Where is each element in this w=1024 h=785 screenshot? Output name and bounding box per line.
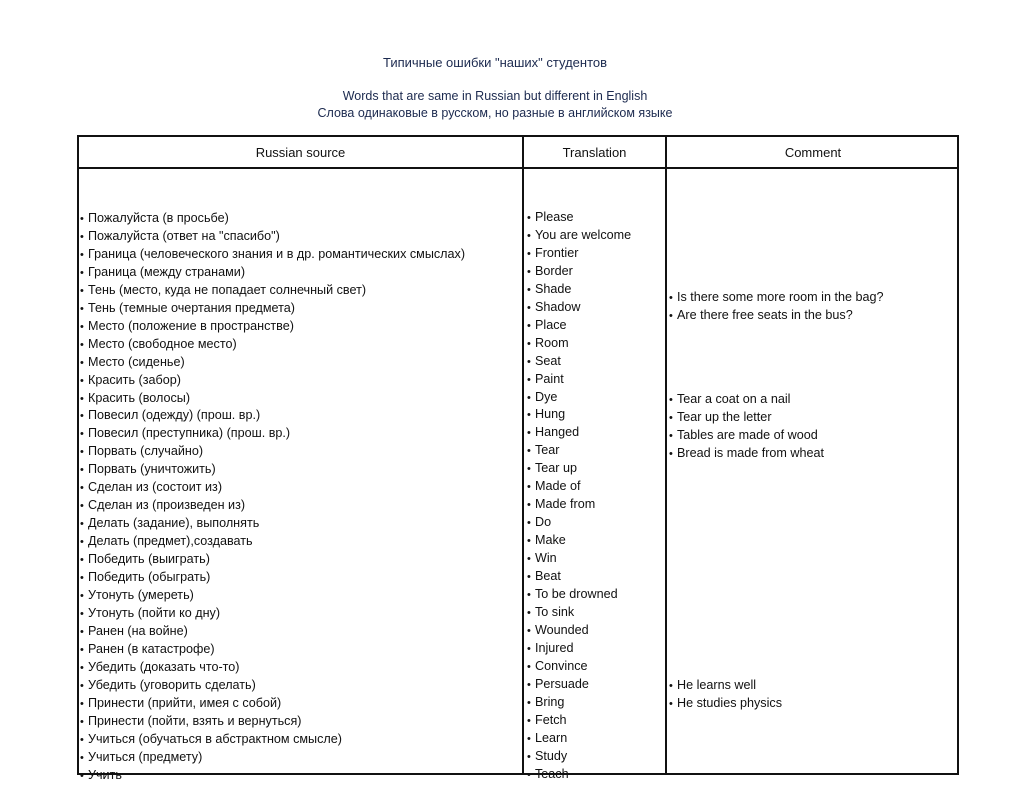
russian-word (80, 731, 465, 749)
bullet-icon: • (80, 213, 84, 225)
bullet-icon: • (80, 518, 84, 531)
russian-word-text: Сделан из (состоит из) (88, 480, 223, 495)
russian-word (80, 264, 465, 282)
russian-word-text: Пожалуйста (ответ на "спасибо") (88, 228, 280, 243)
bullet-icon: • (80, 554, 84, 567)
bullet-icon: • (669, 292, 673, 304)
bullet-icon: • (527, 553, 531, 566)
bullet-icon: • (527, 229, 531, 242)
translation-word (527, 478, 631, 496)
translation-word-text: Please (535, 210, 574, 224)
bullet-icon: • (669, 411, 673, 424)
comment-item (669, 307, 884, 325)
translation-word-text: Place (535, 317, 567, 332)
russian-word (80, 336, 465, 354)
bullet-icon: • (527, 589, 531, 602)
russian-word (80, 390, 465, 408)
russian-word-text: Тень (место, куда не попадает солнечный свет) (88, 282, 367, 297)
russian-word-text: Порвать (случайно) (88, 444, 204, 459)
bullet-icon: • (527, 409, 531, 422)
translation-word-text: Persuade (535, 676, 589, 691)
bullet-icon: • (527, 535, 531, 548)
bullet-icon: • (527, 463, 531, 476)
comment-item-text: Tear up the letter (677, 409, 772, 424)
russian-word-text: Победить (обыграть) (88, 570, 211, 585)
comment-item-text: He studies physics (677, 695, 782, 710)
translation-word (527, 406, 631, 424)
russian-word (80, 354, 465, 372)
bullet-icon: • (669, 394, 673, 406)
russian-word-text: Учиться (предмету) (88, 749, 203, 764)
translation-word-text: Fetch (535, 712, 567, 727)
bullet-icon: • (80, 374, 84, 387)
column-divider (665, 137, 667, 773)
russian-word (80, 551, 465, 569)
russian-word (80, 659, 465, 677)
bullet-icon: • (80, 697, 84, 710)
translation-word-text: Paint (535, 371, 564, 386)
translation-word (527, 424, 631, 442)
russian-word-text: Утонуть (пойти ко дну) (88, 605, 221, 620)
russian-source-list (80, 210, 465, 785)
russian-word-text: Ранен (на войне) (88, 623, 188, 638)
translation-word-text: Hanged (535, 425, 580, 440)
translation-word-text: Shadow (535, 299, 581, 314)
bullet-icon: • (527, 499, 531, 512)
russian-word (80, 443, 465, 461)
russian-word (80, 372, 465, 390)
russian-word-text: Красить (волосы) (88, 390, 191, 405)
bullet-icon: • (80, 661, 84, 674)
translation-word-text: Dye (535, 389, 558, 404)
russian-word (80, 749, 465, 767)
bullet-icon: • (527, 283, 531, 296)
comment-list-place (669, 289, 884, 325)
translation-word-text: Do (535, 515, 552, 530)
translation-word-text: Tear up (535, 461, 578, 476)
translation-word (527, 317, 631, 335)
bullet-icon: • (527, 750, 531, 763)
bullet-icon: • (527, 606, 531, 619)
bullet-icon: • (80, 733, 84, 746)
russian-word-text: Принести (прийти, имея с собой) (88, 695, 282, 710)
translation-word-text: Wounded (535, 622, 589, 637)
russian-word (80, 407, 465, 425)
bullet-icon: • (80, 230, 84, 243)
russian-word (80, 246, 465, 264)
bullet-icon: • (527, 571, 531, 584)
russian-word (80, 318, 465, 336)
comment-item-text: He learns well (677, 678, 757, 692)
translation-word (527, 299, 631, 317)
bullet-icon: • (527, 355, 531, 368)
column-header-translation: Translation (562, 145, 627, 160)
translation-word-text: Border (535, 263, 573, 278)
russian-word (80, 605, 465, 623)
bullet-icon: • (669, 447, 673, 460)
bullet-icon: • (527, 247, 531, 260)
translation-word-text: Injured (535, 640, 574, 655)
bullet-icon: • (80, 464, 84, 477)
bullet-icon: • (80, 320, 84, 333)
russian-word-text: Место (сиденье) (88, 354, 185, 369)
page-title: Типичные ошибки "наших" студентов (382, 55, 608, 70)
bullet-icon: • (80, 625, 84, 638)
russian-word (80, 713, 465, 731)
translation-word (527, 281, 631, 299)
russian-word (80, 479, 465, 497)
russian-word (80, 497, 465, 515)
bullet-icon: • (80, 679, 84, 692)
russian-word-text: Делать (предмет),создавать (88, 534, 253, 549)
vocabulary-table (77, 135, 959, 782)
bullet-icon: • (80, 643, 84, 656)
translation-word (527, 209, 631, 227)
bullet-icon: • (527, 660, 531, 673)
bullet-icon: • (527, 714, 531, 727)
bullet-icon: • (527, 732, 531, 745)
translation-word-text: Learn (535, 730, 568, 745)
translation-word-text: Convince (535, 658, 588, 673)
comment-item-text: Tear a coat on a nail (677, 392, 791, 406)
russian-word-text: Учиться (обучаться в абстрактном смысле) (88, 731, 342, 746)
russian-word-text: Учить (88, 767, 122, 782)
comment-list-learn-study (669, 677, 782, 713)
bullet-icon: • (669, 429, 673, 442)
comment-item (669, 289, 884, 307)
russian-word-text: Принести (пойти, взять и вернуться) (88, 713, 302, 728)
bullet-icon: • (527, 391, 531, 404)
bullet-icon: • (80, 446, 84, 459)
russian-word (80, 767, 465, 785)
bullet-icon: • (527, 319, 531, 332)
translation-word-text: Hung (535, 407, 566, 422)
russian-word-text: Место (свободное место) (88, 336, 237, 351)
russian-word (80, 569, 465, 587)
bullet-icon: • (80, 590, 84, 603)
bullet-icon: • (80, 715, 84, 728)
russian-word (80, 623, 465, 641)
comment-item-text: Is there some more room in the bag? (677, 290, 884, 304)
russian-word (80, 533, 465, 551)
comment-list-tear-made (669, 391, 824, 463)
bullet-icon: • (80, 392, 84, 405)
bullet-icon: • (80, 428, 84, 441)
russian-word (80, 677, 465, 695)
russian-word-text: Повесил (преступника) (прош. вр.) (88, 426, 291, 441)
bullet-icon: • (527, 337, 531, 350)
comment-item (669, 445, 824, 463)
translation-word (527, 227, 631, 245)
translation-list (527, 209, 631, 784)
translation-word (527, 263, 631, 281)
translation-word-text: Make (535, 533, 566, 548)
russian-word-text: Повесил (одежду) (прош. вр.) (88, 408, 261, 423)
russian-word-text: Красить (забор) (88, 372, 181, 387)
translation-word (527, 442, 631, 460)
russian-word (80, 210, 465, 228)
translation-word (527, 622, 631, 640)
translation-word (527, 389, 631, 407)
translation-word-text: Made of (535, 479, 581, 494)
translation-word-text: Shade (535, 281, 572, 296)
russian-word (80, 515, 465, 533)
russian-word (80, 587, 465, 605)
bullet-icon: • (80, 248, 84, 261)
translation-word (527, 604, 631, 622)
translation-word (527, 514, 631, 532)
russian-word-text: Победить (выиграть) (88, 552, 210, 567)
translation-word-text: Beat (535, 569, 561, 584)
translation-word (527, 586, 631, 604)
translation-word (527, 353, 631, 371)
comment-item-text: Are there free seats in the bus? (677, 307, 853, 322)
russian-word (80, 228, 465, 246)
translation-word-text: Made from (535, 497, 596, 512)
translation-word-text: To be drowned (535, 587, 618, 602)
translation-word-text: Room (535, 335, 569, 350)
comment-item (669, 409, 824, 427)
comment-item (669, 677, 782, 695)
translation-word (527, 676, 631, 694)
translation-word (527, 496, 631, 514)
translation-word (527, 371, 631, 389)
translation-word (527, 460, 631, 478)
bullet-icon: • (80, 266, 84, 279)
translation-word (527, 640, 631, 658)
column-header-russian: Russian source (255, 145, 346, 160)
bullet-icon: • (80, 410, 84, 423)
translation-word (527, 730, 631, 748)
translation-word (527, 694, 631, 712)
translation-word (527, 568, 631, 586)
comment-item (669, 391, 824, 409)
translation-word-text: Tear (535, 443, 560, 458)
russian-word-text: Граница (человеческого знания и в др. романтических смыслах) (88, 246, 466, 261)
russian-word (80, 282, 465, 300)
translation-word (527, 658, 631, 676)
bullet-icon: • (527, 517, 531, 530)
translation-word (527, 766, 631, 784)
translation-word-text: To sink (535, 604, 575, 619)
bullet-icon: • (669, 697, 673, 710)
russian-word-text: Пожалуйста (в просьбе) (88, 211, 229, 225)
comment-item (669, 695, 782, 713)
russian-word (80, 300, 465, 318)
translation-word (527, 712, 631, 730)
bullet-icon: • (80, 536, 84, 549)
column-divider (522, 137, 524, 773)
bullet-icon: • (80, 607, 84, 620)
bullet-icon: • (80, 284, 84, 297)
russian-word-text: Утонуть (умереть) (88, 588, 194, 603)
russian-word-text: Убедить (уговорить сделать) (88, 677, 256, 692)
translation-word-text: Teach (535, 766, 569, 781)
bullet-icon: • (669, 309, 673, 322)
russian-word (80, 425, 465, 443)
comment-item-text: Tables are made of wood (677, 427, 818, 442)
bullet-icon: • (80, 482, 84, 495)
translation-word (527, 532, 631, 550)
column-header-comment: Comment (784, 145, 842, 160)
bullet-icon: • (527, 696, 531, 709)
bullet-icon: • (527, 445, 531, 458)
translation-word-text: Win (535, 551, 557, 566)
bullet-icon: • (80, 500, 84, 513)
bullet-icon: • (527, 373, 531, 386)
translation-word (527, 550, 631, 568)
subtitle-russian: Слова одинаковые в русском, но разные в английском языке (317, 106, 673, 120)
translation-word-text: You are welcome (535, 227, 632, 242)
bullet-icon: • (527, 265, 531, 278)
bullet-icon: • (80, 769, 84, 782)
russian-word-text: Убедить (доказать что-то) (88, 659, 240, 674)
russian-word-text: Порвать (уничтожить) (88, 462, 216, 477)
russian-word-text: Граница (между странами) (88, 264, 246, 279)
russian-word (80, 641, 465, 659)
russian-word (80, 695, 465, 713)
comment-item-text: Bread is made from wheat (677, 445, 824, 460)
russian-word-text: Делать (задание), выполнять (88, 516, 260, 531)
russian-word-text: Тень (темные очертания предмета) (88, 300, 295, 315)
subtitle-english: Words that are same in Russian but different in English (342, 89, 648, 103)
bullet-icon: • (527, 212, 531, 224)
bullet-icon: • (80, 751, 84, 764)
bullet-icon: • (527, 678, 531, 691)
russian-word (80, 461, 465, 479)
bullet-icon: • (80, 572, 84, 585)
translation-word (527, 245, 631, 263)
bullet-icon: • (80, 356, 84, 369)
bullet-icon: • (527, 624, 531, 637)
bullet-icon: • (527, 642, 531, 655)
russian-word-text: Место (положение в пространстве) (88, 318, 294, 333)
bullet-icon: • (80, 338, 84, 351)
bullet-icon: • (527, 301, 531, 314)
russian-word-text: Сделан из (произведен из) (88, 498, 246, 513)
translation-word-text: Frontier (535, 245, 579, 260)
bullet-icon: • (669, 680, 673, 692)
bullet-icon: • (527, 481, 531, 494)
translation-word (527, 335, 631, 353)
russian-word-text: Ранен (в катастрофе) (88, 641, 215, 656)
bullet-icon: • (527, 768, 531, 781)
bullet-icon: • (527, 427, 531, 440)
header-divider (79, 167, 957, 169)
translation-word-text: Study (535, 748, 568, 763)
comment-item (669, 427, 824, 445)
translation-word (527, 748, 631, 766)
translation-word-text: Bring (535, 694, 565, 709)
translation-word-text: Seat (535, 353, 561, 368)
bullet-icon: • (80, 302, 84, 315)
